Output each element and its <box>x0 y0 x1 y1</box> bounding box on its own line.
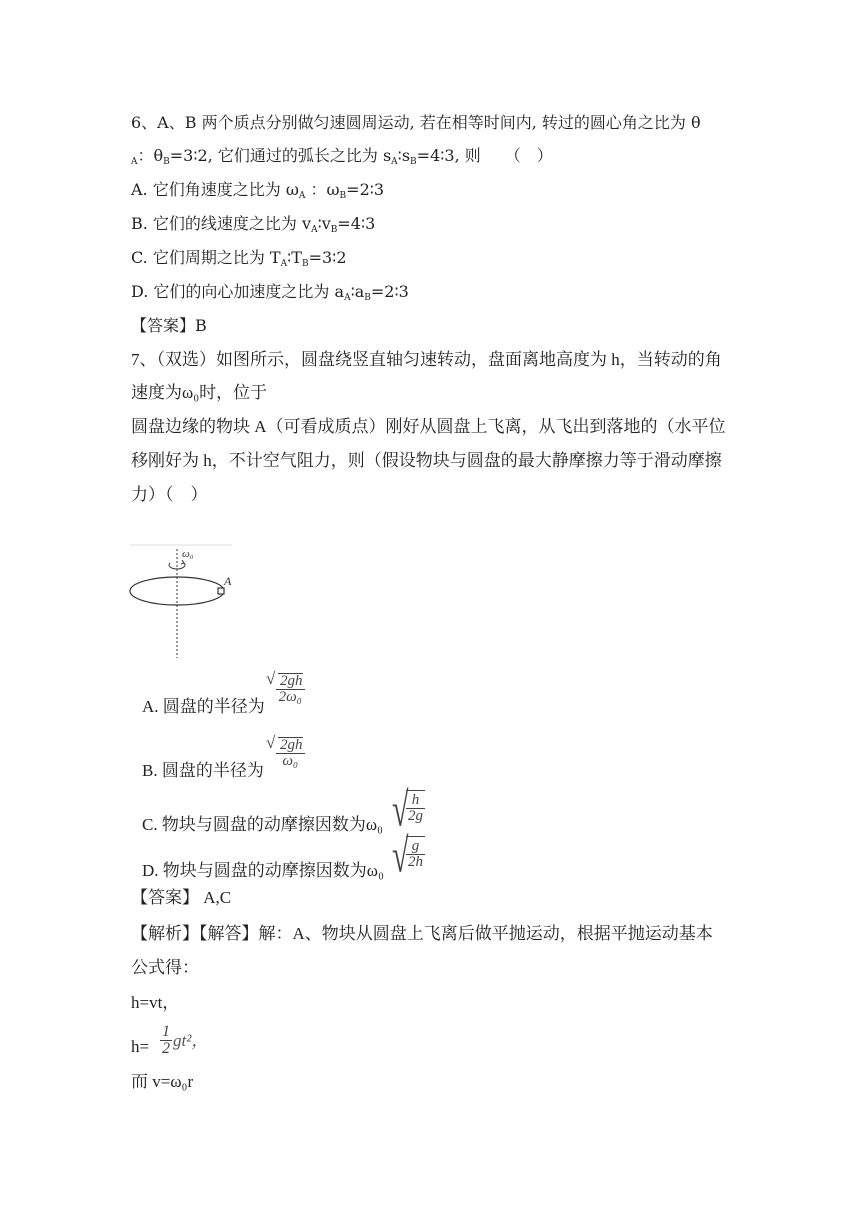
q7-stem-line2: 速度为ω₀时，位于 <box>131 383 268 402</box>
q7-option-b-text: B. 圆盘的半径为 <box>142 761 264 780</box>
formula-a <box>276 673 305 705</box>
sub-a: A <box>280 259 288 269</box>
sub-b: B <box>339 191 347 201</box>
q6-text: ∶a <box>350 282 365 301</box>
q6-option-d <box>131 284 409 303</box>
sub-a: A <box>131 157 138 167</box>
q7-stem-line4: 移刚好为 h，不计空气阻力，则（假设物块与圆盘的最大静摩擦力等于滑动摩擦 <box>131 451 722 470</box>
q6-text: =4∶3 <box>337 214 376 233</box>
q7-stem-line3: 圆盘边缘的物块 A（可看成质点）刚好从圆盘上飞离，从飞出到落地的（水平位 <box>131 417 726 436</box>
q7-equation-3: 而 v=ω₀r <box>131 1072 194 1091</box>
sub-a: A <box>344 293 351 303</box>
sub-a: A <box>311 225 318 235</box>
formula-d-num: √ g <box>411 838 420 854</box>
q7-equation-1: h=vt， <box>131 993 180 1012</box>
eq2-den: 2 <box>162 1040 170 1057</box>
formula-b-den: ω₀ <box>276 753 305 769</box>
q7-stem-line5: 力）（ ） <box>131 485 208 504</box>
formula-c <box>392 790 425 824</box>
sub-b: B <box>301 259 309 269</box>
q6-text: =2∶3 <box>346 180 385 199</box>
q6-text: ：ω <box>310 180 340 199</box>
eq2-fraction <box>160 1024 172 1057</box>
q6-text: A. 它们角速度之比为 ω <box>131 180 299 199</box>
formula-d-den: 2h <box>408 854 423 870</box>
q6-text: ∶v <box>317 214 331 233</box>
sub-b: B <box>163 157 170 167</box>
q6-text: =2∶3 <box>370 282 409 301</box>
eq2-prefix: h= <box>131 1037 150 1056</box>
formula-a-num: √ 2gh <box>278 673 303 689</box>
q6-text: B. 它们的线速度之比为 v <box>131 214 312 233</box>
q6-text: D. 它们的向心加速度之比为 a <box>131 282 345 301</box>
q6-answer: 【答案】B <box>131 316 207 335</box>
q6-text: ：θ <box>137 146 164 165</box>
q7-answer: 【答案】 A,C <box>131 888 232 907</box>
q7-analysis-line1: 【解析】【解答】解：A、物块从圆盘上飞离后做平抛运动，根据平抛运动基本 <box>131 924 713 943</box>
q7-option-c-text: C. 物块与圆盘的动摩擦因数为ω₀ <box>142 815 383 834</box>
sub-a: A <box>391 157 398 167</box>
q6-option-a <box>131 182 384 201</box>
formula-c-num: √ h <box>411 792 420 808</box>
q6-text: ∶s <box>397 146 411 165</box>
formula-c-den: 2g <box>408 808 423 824</box>
rotating-disc-figure <box>126 543 238 659</box>
q6-text: =4∶3, 则 （ ） <box>416 146 553 165</box>
sub-b: B <box>410 157 417 167</box>
q7-stem-line1: 7、（双选）如图所示，圆盘绕竖直轴匀速转动，盘面离地高度为 h，当转动的角 <box>131 350 722 369</box>
q7-option-a-text: A. 圆盘的半径为 <box>142 697 265 716</box>
block-a-label: A <box>224 574 232 588</box>
formula-b-num: √ 2gh <box>278 737 303 753</box>
q6-text: C. 它们周期之比为 T <box>131 248 281 267</box>
q6-option-c <box>131 250 347 269</box>
q7-analysis-line2: 公式得： <box>131 958 199 977</box>
formula-b <box>276 737 305 769</box>
q6-option-b <box>131 216 375 235</box>
q7-option-d-text: D. 物块与圆盘的动摩擦因数为ω₀ <box>142 861 384 880</box>
formula-d <box>392 836 425 870</box>
q6-text: ∶T <box>287 248 302 267</box>
sub-a: A <box>298 191 306 201</box>
sub-b: B <box>364 293 371 303</box>
formula-a-den: 2ω₀ <box>276 689 305 705</box>
eq2-suffix: gt²， <box>173 1031 209 1050</box>
omega-label: ω₀ <box>182 548 194 560</box>
block-a <box>218 588 224 594</box>
q6-stem-line2 <box>131 148 553 167</box>
q6-stem-line1: 6、A、B 两个质点分别做匀速圆周运动, 若在相等时间内, 转过的圆心角之比为 θ <box>131 113 701 132</box>
eq2-num: 1 <box>162 1023 170 1040</box>
q6-text: =3∶2 <box>308 248 347 267</box>
sub-b: B <box>330 225 338 235</box>
q6-text: =3∶2, 它们通过的弧长之比为 s <box>169 146 392 165</box>
